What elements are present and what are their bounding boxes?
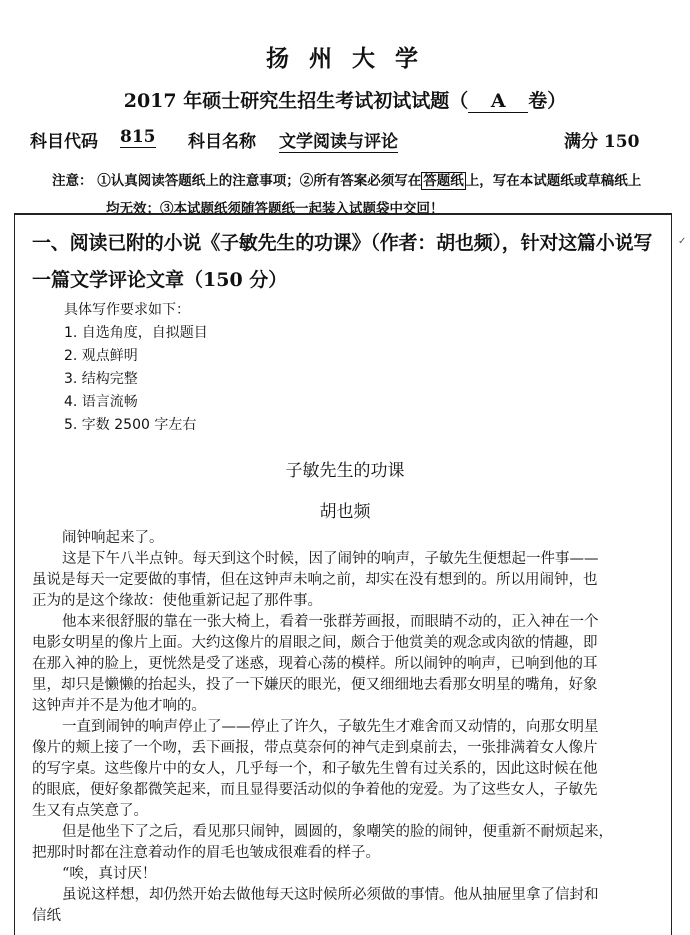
story-line: 信纸 (32, 908, 61, 924)
subject-code-value: 815 (120, 127, 156, 147)
story-line: 虽说是每天一定要做的事情，但在这钟声未响之前，却实在没有想到的。所以用闹钟，也 (32, 572, 598, 588)
full-score: 满分 150 (564, 132, 640, 152)
question-line-2: 一篇文学评论文章（150 分） (32, 269, 288, 291)
notice-text-before: 注意： ①认真阅读答题纸上的注意事项；②所有答案必须写在 (52, 173, 422, 189)
exam-title-prefix: 2017 年硕士研究生招生考试初试试题（ (123, 90, 469, 112)
notice-text-after: 上，写在本试题纸或草稿纸上 (465, 173, 642, 189)
story-line: 在那入神的脸上，更恍然是受了迷惑，现着心荡的模样。所以闹钟的响声，已响到他的耳 (32, 656, 598, 672)
paper-version: A (468, 90, 528, 113)
story-author: 胡也频 (319, 502, 371, 522)
story-title: 子敏先生的功课 (285, 461, 405, 481)
question-line-1: 一、阅读已附的小说《子敏先生的功课》（作者：胡也频），针对这篇小说写 (32, 232, 653, 254)
story-line: 生又有点笑意了。 (32, 803, 148, 819)
story-line: 这钟声并不是为他才响的。 (32, 698, 206, 714)
story-line: 像片的颊上接了一个吻，丢下画报，带点莫奈何的神气走到桌前去，一张排满着女人像片 (32, 740, 598, 756)
story-line: 电影女明星的像片上面。大约这像片的眉眼之间，颇合于他赏美的观念或肉欲的情趣，即 (32, 635, 598, 651)
story-line: 一直到闹钟的响声停止了——停止了许久，子敏先生才难舍而又动情的，向那女明星 (62, 719, 599, 735)
subject-line (30, 127, 670, 153)
requirement-item: 1. 自选角度，自拟题目 (64, 325, 208, 341)
story-line: 但是他坐下了之后，看见那只闹钟，圆圆的，象嘲笑的脸的闹钟，便重新不耐烦起来， (62, 824, 613, 840)
exam-title-suffix: 卷） (528, 90, 567, 112)
requirement-item: 5. 字数 2500 字左右 (64, 417, 197, 433)
requirement-item: 3. 结构完整 (64, 371, 138, 387)
story-line: 的写字桌。这些像片中的女人，几乎每一个，和子敏先生曾有过关系的，因此这时候在他 (32, 761, 598, 777)
story-line: 他本来很舒服的靠在一张大椅上，看着一张群芳画报，而眼睛不动的，正入神在一个 (62, 614, 599, 630)
margin-mark: ✓ (678, 236, 687, 247)
subject-name-label: 科目名称 (188, 132, 256, 152)
story-line: 的眼底，便好象都微笑起来，而且显得要活动似的争着他的宠爱。为了这些女人，子敏先 (32, 782, 598, 798)
notice-line-1 (52, 169, 641, 189)
story-line: 这是下午八半点钟。每天到这个时候，因了闹钟的响声，子敏先生便想起一件事—— (62, 551, 599, 567)
requirements-intro: 具体写作要求如下： (64, 302, 190, 318)
subject-name-value: 文学阅读与评论 (279, 127, 398, 153)
story-line: “唉，真讨厌！ (62, 866, 157, 882)
story-line: 虽说这样想，却仍然开始去做他每天这时候所必须做的事情。他从抽屉里拿了信封和 (62, 887, 599, 903)
university-name: 扬 州 大 学 (265, 45, 425, 72)
exam-title (0, 86, 690, 113)
notice-line-2: 均无效；③本试题纸须随答题纸一起装入试题袋中交回！ (106, 201, 444, 217)
requirement-item: 4. 语言流畅 (64, 394, 138, 410)
story-line: 闹钟响起来了。 (62, 530, 164, 546)
subject-code-label: 科目代码 (30, 132, 98, 152)
story-line: 把那时时都在注意着动作的眉毛也皱成很难看的样子。 (32, 845, 380, 861)
requirement-item: 2. 观点鲜明 (64, 348, 138, 364)
answer-sheet-boxed: 答题纸 (423, 173, 464, 189)
story-line: 正为的是这个缘故：使他重新记起了那件事。 (32, 593, 322, 609)
story-line: 里，却只是懒懒的抬起头，投了一下嫌厌的眼光，便又细细地去看那女明星的嘴角，好象 (32, 677, 598, 693)
